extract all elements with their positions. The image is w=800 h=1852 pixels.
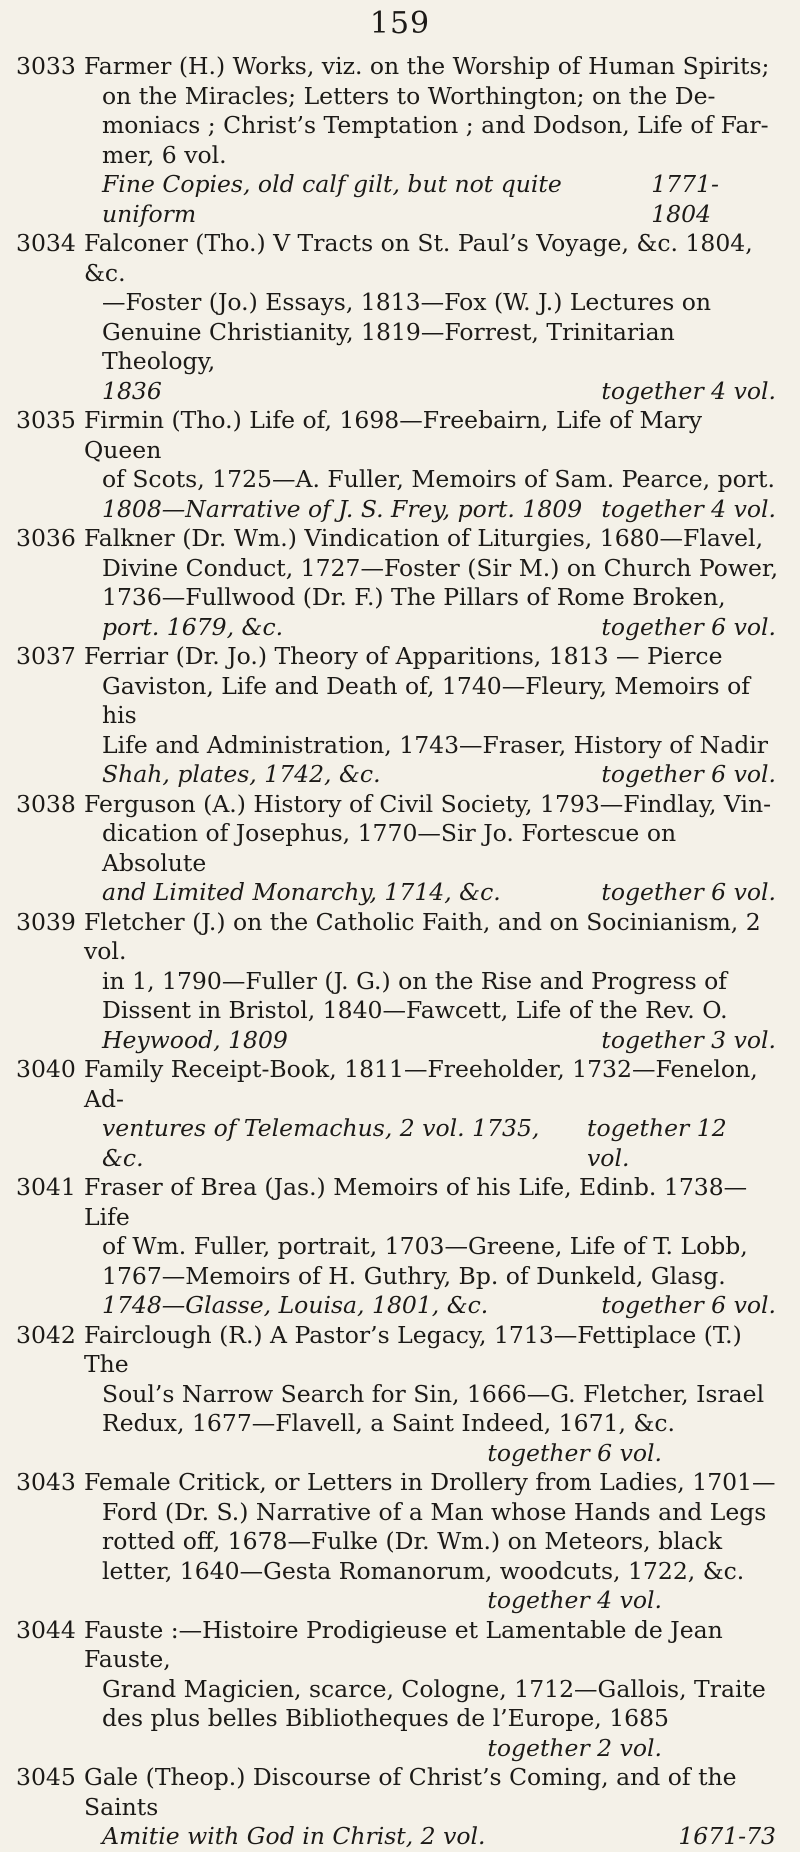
entry-line: Gaviston, Life and Death of, 1740—Fleury, Memoirs of his (102, 671, 750, 729)
volume-count: together 6 vol. (601, 760, 776, 788)
volume-count: together 6 vol. (487, 1438, 662, 1467)
entry-note: Fine Copies, old calf gilt, but not quite uniform (102, 170, 562, 228)
entry-note: port. 1679, &c. (102, 612, 284, 641)
entry-tail (84, 495, 782, 525)
page-number: 159 (369, 6, 431, 41)
volume-count: together 4 vol. (601, 376, 776, 405)
lot-number: 3037 (16, 642, 76, 670)
lot-number: 3042 (16, 1320, 76, 1349)
lot-number: 3034 (16, 229, 76, 257)
entry-tail (84, 1734, 782, 1764)
entry-note: 1808—Narrative of J. S. Frey, port. 1809 (102, 494, 583, 523)
entry-note: ventures of Telemachus, 2 vol. 1735, &c. (102, 1114, 540, 1172)
lot-number: 3038 (16, 789, 76, 818)
entry-line: —Foster (Jo.) Essays, 1813—Fox (W. J.) Lectures on (102, 288, 712, 316)
catalogue-entry (16, 642, 782, 790)
entry-line: Farmer (H.) Works, viz. on the Worship of Human Spirits; (84, 52, 770, 80)
volume-count: together 4 vol. (601, 494, 776, 523)
entry-line: Family Receipt-Book, 1811—Freeholder, 1732—Fenelon, Ad- (84, 1055, 758, 1113)
entry-note: and Limited Monarchy, 1714, &c. (102, 878, 501, 906)
entry-line: on the Miracles; Letters to Worthington; on the De- (102, 81, 716, 110)
entry-line: rotted off, 1678—Fulke (Dr. Wm.) on Meteors, black (102, 1527, 723, 1555)
entry-line: Falconer (Tho.) V Tracts on St. Paul’s Voyage, &c. 1804, &c. (84, 229, 753, 287)
entry-tail (84, 377, 782, 407)
entry-line: letter, 1640—Gesta Romanorum, woodcuts, 1722, &c. (102, 1556, 745, 1585)
entry-line: mer, 6 vol. (102, 140, 227, 169)
entry-tail (84, 1822, 782, 1852)
volume-count: 1771-1804 (651, 170, 719, 228)
entry-line: Gale (Theop.) Discourse of Christ’s Coming, and of the Saints (84, 1763, 737, 1821)
lot-number: 3033 (16, 52, 76, 80)
volume-count: together 6 vol. (601, 612, 776, 641)
catalogue-entry (16, 1616, 782, 1764)
catalogue-entry (16, 1468, 782, 1616)
entry-list (16, 52, 782, 1852)
catalogue-entry (16, 1321, 782, 1469)
entry-tail (84, 1114, 782, 1173)
catalogue-entry (16, 406, 782, 524)
volume-count: together 3 vol. (601, 1025, 776, 1054)
entry-tail (84, 760, 782, 790)
catalogue-entry (16, 1763, 782, 1852)
entry-line: Genuine Christianity, 1819—Forrest, Trinitarian Theology, (102, 317, 675, 375)
entry-note: 1748—Glasse, Louisa, 1801, &c. (102, 1291, 489, 1319)
volume-count: together 12 vol. (587, 1114, 727, 1172)
entry-line: Fauste :—Histoire Prodigieuse et Lamentable de Jean Fauste, (84, 1615, 723, 1673)
entry-line: Firmin (Tho.) Life of, 1698—Freebairn, Life of Mary Queen (84, 406, 703, 464)
entry-tail (84, 1586, 782, 1616)
entry-tail (84, 613, 782, 643)
lot-number: 3044 (16, 1615, 76, 1644)
entry-note: 1836 (102, 376, 162, 405)
entry-line: Ferguson (A.) History of Civil Society, 1793—Findlay, Vin- (84, 789, 772, 818)
entry-line: Divine Conduct, 1727—Foster (Sir M.) on Church Power, (102, 553, 779, 582)
catalogue-entry (16, 1173, 782, 1321)
lot-number: 3043 (16, 1468, 76, 1496)
entry-line: Fraser of Brea (Jas.) Memoirs of his Life, Edinb. 1738—Life (84, 1173, 748, 1231)
entry-line: Life and Administration, 1743—Fraser, History of Nadir (102, 730, 768, 759)
entry-line: Fletcher (J.) on the Catholic Faith, and on Socinianism, 2 vol. (84, 907, 761, 965)
lot-number: 3045 (16, 1763, 76, 1791)
entry-line: dication of Josephus, 1770—Sir Jo. Fortescue on Absolute (102, 819, 677, 877)
volume-count: together 2 vol. (487, 1733, 662, 1762)
entry-line: Ferriar (Dr. Jo.) Theory of Apparitions, 1813 — Pierce (84, 642, 723, 670)
catalogue-entry (16, 229, 782, 406)
entry-tail (84, 170, 782, 229)
entry-tail (84, 878, 782, 908)
entry-line: Soul’s Narrow Search for Sin, 1666—G. Fletcher, Israel (102, 1379, 765, 1408)
volume-count: together 6 vol. (601, 1291, 776, 1319)
volume-count: 1671-73 (678, 1822, 776, 1850)
entry-line: moniacs ; Christ’s Temptation ; and Dodson, Life of Far- (102, 111, 769, 139)
entry-line: Grand Magicien, scarce, Cologne, 1712—Gallois, Traite (102, 1674, 766, 1703)
entry-line: Ford (Dr. S.) Narrative of a Man whose Hands and Legs (102, 1497, 767, 1526)
entry-line: Falkner (Dr. Wm.) Vindication of Liturgies, 1680—Flavel, (84, 524, 764, 552)
entry-line: 1767—Memoirs of H. Guthry, Bp. of Dunkeld, Glasg. (102, 1261, 726, 1290)
entry-note: Heywood, 1809 (102, 1025, 288, 1054)
entry-tail (84, 1291, 782, 1321)
catalogue-entry (16, 790, 782, 908)
lot-number: 3035 (16, 406, 76, 434)
catalogue-entry (16, 908, 782, 1056)
entry-line: Female Critick, or Letters in Drollery from Ladies, 1701— (84, 1468, 776, 1496)
catalogue-entry (16, 524, 782, 642)
entry-note: Amitie with God in Christ, 2 vol. (102, 1822, 486, 1850)
entry-note: Shah, plates, 1742, &c. (102, 760, 381, 788)
entry-line: des plus belles Bibliotheques de l’Europe, 1685 (102, 1704, 670, 1732)
lot-number: 3041 (16, 1173, 76, 1201)
entry-line: Fairclough (R.) A Pastor’s Legacy, 1713—Fettiplace (T.) The (84, 1320, 742, 1378)
entry-line: 1736—Fullwood (Dr. F.) The Pillars of Rome Broken, (102, 583, 726, 611)
catalogue-entry (16, 1055, 782, 1173)
entry-line: in 1, 1790—Fuller (J. G.) on the Rise and Progress of (102, 966, 727, 995)
volume-count: together 6 vol. (601, 878, 776, 906)
entry-line: Redux, 1677—Flavell, a Saint Indeed, 1671, &c. (102, 1409, 675, 1437)
entry-line: Dissent in Bristol, 1840—Fawcett, Life of the Rev. O. (102, 996, 728, 1024)
lot-number: 3040 (16, 1055, 76, 1083)
lot-number: 3039 (16, 907, 76, 936)
entry-tail (84, 1026, 782, 1056)
entry-line: of Scots, 1725—A. Fuller, Memoirs of Sam. Pearce, port. (102, 465, 775, 493)
lot-number: 3036 (16, 524, 76, 552)
entry-tail (84, 1439, 782, 1469)
volume-count: together 4 vol. (487, 1586, 662, 1614)
catalogue-entry (16, 52, 782, 229)
entry-line: of Wm. Fuller, portrait, 1703—Greene, Life of T. Lobb, (102, 1232, 748, 1260)
